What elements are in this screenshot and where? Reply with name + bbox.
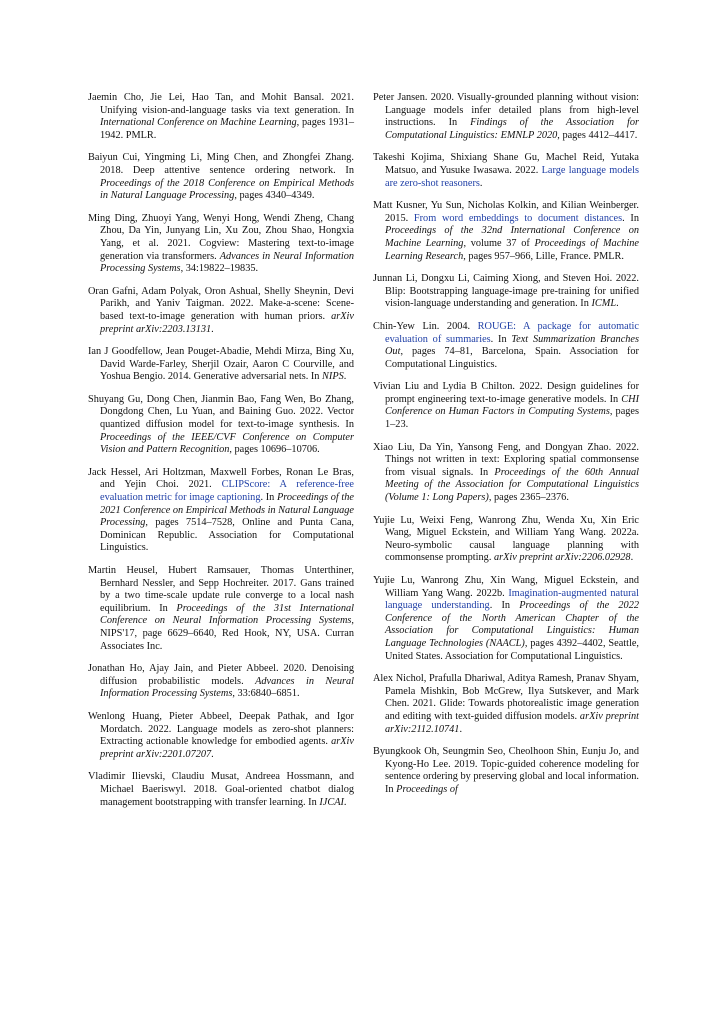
reference-text: , pages 4392–4402, Seattle, United States. Association for Computational Linguistics. (385, 637, 640, 662)
reference-venue: Proceedings of Machine Learning Research (385, 237, 639, 262)
reference-text: . In (622, 212, 640, 224)
reference-entry (88, 711, 354, 761)
reference-text: , pages 10696–10706. (229, 444, 320, 456)
reference-venue: Proceedings of the 2022 Conference of the North American Chapter of the Association for Computational Linguistics: Human Language Technologies (NAACL) (385, 600, 640, 649)
reference-venue: Proceedings of the IEEE/CVF Conference on Computer Vision and Pattern Recognition (100, 431, 354, 456)
reference-title-link[interactable]: CLIPScore: A reference-free evaluation metric for image captioning (100, 479, 354, 504)
reference-venue: CHI Conference on Human Factors in Computing Systems (385, 393, 639, 418)
reference-title-link[interactable]: Large language models are zero-shot reasoners (385, 164, 639, 189)
reference-entry (88, 286, 354, 336)
reference-entry (88, 467, 354, 555)
reference-entry (373, 381, 639, 431)
reference-venue: Proceedings of the 32nd International Conference on Machine Learning (385, 225, 639, 249)
reference-text: , NIPS'17, page 6629–6640, Red Hook, NY, USA. Curran Associates Inc. (100, 615, 354, 652)
reference-text: Byungkook Oh, Seungmin Seo, Cheolhoon Shin, Eunju Jo, and Kyong-Ho Lee. 2019. Topic-guided coherence modeling for sentence ordering by preserving global and local information. In (373, 746, 639, 795)
reference-entry (373, 273, 639, 311)
reference-venue: arXiv preprint arXiv:2203.13131 (100, 310, 354, 335)
reference-text: Peter Jansen. 2020. Visually-grounded planning without vision: Language models infer detailed plans from high-level instructions. In (373, 92, 639, 129)
reference-venue: IJCAI (319, 796, 344, 808)
reference-text: Matt Kusner, Yu Sun, Nicholas Kolkin, and Kilian Weinberger. 2015. (373, 200, 639, 224)
reference-text: , pages 2365–2376. (488, 492, 569, 504)
reference-venue: NIPS (322, 371, 344, 383)
reference-text: Vladimir Ilievski, Claudiu Musat, Andreea Hossmann, and Michael Baeriswyl. 2018. Goal-oriented chatbot dialog management bootstrapping with transfer learning. In (88, 771, 354, 808)
reference-text: , 34:19822–19835. (180, 263, 259, 275)
reference-text: Vivian Liu and Lydia B Chilton. 2022. Design guidelines for prompt engineering text-to-image generative models. In (373, 381, 639, 405)
reference-text: Jonathan Ho, Ajay Jain, and Pieter Abbeel. 2020. Denoising diffusion probabilistic models. (88, 663, 354, 687)
reference-venue: arXiv preprint arXiv:2206.02928 (493, 552, 631, 564)
reference-text: . In (260, 492, 277, 504)
reference-text: , pages 1–23. (385, 406, 639, 431)
reference-entry (88, 663, 354, 701)
reference-entry (373, 321, 639, 371)
reference-text: Ian J Goodfellow, Jean Pouget-Abadie, Mehdi Mirza, Bing Xu, David Warde-Farley, Sherjil Ozair, Aaron C Courville, and Yoshua Bengio. 2014. Generative adversarial nets. In (88, 346, 354, 383)
reference-text: Xiao Liu, Da Yin, Yansong Feng, and Dongyan Zhao. 2022. Things not written in text: Exploring spatial commonsense from visual signals. In (373, 441, 639, 478)
reference-entry (88, 771, 354, 809)
reference-text: . (343, 796, 347, 808)
reference-text: Martin Heusel, Hubert Ramsauer, Thomas Unterthiner, Bernhard Nessler, and Sepp Hochreiter. 2017. Gans trained by a two time-scale update rule converge to a local nash equilibrium. In (88, 565, 354, 614)
reference-title-link[interactable]: From word embeddings to document distances (413, 212, 623, 224)
reference-text: . (630, 552, 634, 564)
reference-entry (88, 394, 354, 457)
reference-text: Wenlong Huang, Pieter Abbeel, Deepak Pathak, and Igor Mordatch. 2022. Language models as zero-shot planners: Extracting actionable knowledge for embodied agents. (88, 710, 354, 748)
reference-text: . (211, 748, 214, 760)
reference-venue: International Conference on Machine Learning (100, 117, 297, 129)
reference-text: Oran Gafni, Adam Polyak, Oron Ashual, Shelly Sheynin, Devi Parikh, and Yaniv Taigman. 2022. Make-a-scene: Scene-based text-to-image generation with human priors. (88, 285, 354, 322)
reference-title-link[interactable]: ROUGE: A package for automatic evaluation of summaries (385, 320, 639, 345)
reference-text: . (343, 371, 347, 383)
reference-text: , pages 74–81, Barcelona, Spain. Association for Computational Linguistics. (385, 346, 639, 370)
reference-entry (373, 746, 639, 796)
reference-text: , pages 4412–4417. (557, 129, 638, 141)
reference-text: , pages 7514–7528, Online and Punta Cana, Dominican Republic. Association for Computational Linguistics. (100, 517, 354, 554)
reference-venue: ICML (591, 298, 617, 310)
reference-text: . (479, 177, 483, 189)
reference-entry (88, 152, 354, 202)
reference-text: , pages 957–966, Lille, France. PMLR. (463, 250, 624, 262)
reference-venue: Findings of the Association for Computational Linguistics: EMNLP 2020 (385, 117, 639, 141)
reference-venue: arXiv preprint arXiv:2112.10741 (385, 710, 639, 735)
reference-text: . In (489, 600, 520, 612)
reference-text: , 33:6840–6851. (232, 688, 300, 700)
reference-venue: Advances in Neural Information Processing Systems (100, 250, 354, 275)
reference-entry (88, 346, 354, 384)
references-left-column (88, 92, 354, 819)
reference-text: Takeshi Kojima, Shixiang Shane Gu, Machel Reid, Yutaka Matsuo, and Yusuke Iwasawa. 2022. (373, 152, 639, 176)
reference-text: , pages 4340–4349. (234, 190, 315, 202)
reference-entry (88, 565, 354, 653)
reference-venue: Proceedings of the 2018 Conference on Empirical Methods in Natural Language Processing (100, 177, 354, 202)
reference-text: . (459, 723, 463, 735)
reference-text: , pages 1931–1942. PMLR. (100, 117, 354, 141)
reference-entry (373, 92, 639, 142)
reference-venue: Proceedings of the 2021 Conference on Empirical Methods in Natural Language Processing (100, 492, 354, 529)
reference-title-link[interactable]: Imagination-augmented natural language understanding (385, 587, 639, 612)
reference-venue: Proceedings of the 31st International Conference on Neural Information Processing Systems (100, 602, 354, 627)
reference-text: Jaemin Cho, Jie Lei, Hao Tan, and Mohit Bansal. 2021. Unifying vision-and-language tasks via text generation. In (88, 92, 354, 116)
reference-venue: Advances in Neural Information Processing Systems (100, 675, 354, 700)
reference-text: . (211, 323, 214, 335)
reference-venue: arXiv preprint arXiv:2201.07207 (100, 736, 354, 760)
reference-text: Yujie Lu, Weixi Feng, Wanrong Zhu, Wenda Xu, Xin Eric Wang, Miguel Eckstein, and William Yang Wang. 2022a. Neuro-symbolic causal language planning with commonsense prompting. (373, 514, 639, 564)
reference-entry (373, 442, 639, 505)
reference-entry (88, 213, 354, 276)
reference-entry (373, 152, 639, 190)
reference-text: Alex Nichol, Prafulla Dhariwal, Aditya Ramesh, Pranav Shyam, Pamela Mishkin, Bob McGrew, Ilya Sutskever, and Mark Chen. 2021. Glide: Towards photorealistic image generation and editing with text-guided diffusion models. (373, 673, 639, 722)
reference-text: Junnan Li, Dongxu Li, Caiming Xiong, and Steven Hoi. 2022. Blip: Bootstrapping language-image pre-training for unified vision-language understanding and generation. In (373, 273, 639, 310)
references-right-column (373, 92, 639, 807)
reference-venue: Proceedings of the 60th Annual Meeting of the Association for Computational Linguistics (Volume 1: Long Papers) (385, 466, 639, 504)
reference-venue: Proceedings of (396, 783, 458, 795)
reference-text: Ming Ding, Zhuoyi Yang, Wenyi Hong, Wendi Zheng, Chang Zhou, Da Yin, Junyang Lin, Xu Zou, Zhou Shao, Hongxia Yang, et al. 2021. Cogview: Mastering text-to-image generation via transformers. (88, 212, 354, 262)
reference-entry (373, 673, 639, 736)
reference-text: Chin-Yew Lin. 2004. (373, 320, 478, 332)
reference-entry (373, 515, 639, 565)
reference-venue: Text Summarization Branches Out (385, 333, 639, 358)
reference-entry (88, 92, 354, 142)
reference-text: Baiyun Cui, Yingming Li, Ming Chen, and Zhongfei Zhang. 2018. Deep attentive sentence ordering network. In (88, 152, 354, 176)
reference-entry (373, 575, 639, 663)
reference-text: . In (490, 333, 512, 345)
reference-text: Shuyang Gu, Dong Chen, Jianmin Bao, Fang Wen, Bo Zhang, Dongdong Chen, Lu Yuan, and Baining Guo. 2022. Vector quantized diffusion model for text-to-image synthesis. In (88, 393, 354, 431)
reference-text: , volume 37 of (463, 237, 535, 249)
reference-text: Yujie Lu, Wanrong Zhu, Xin Wang, Miguel Eckstein, and William Yang Wang. 2022b. (373, 575, 639, 599)
reference-text: . (616, 298, 619, 310)
reference-entry (373, 200, 639, 263)
reference-text: Jack Hessel, Ari Holtzman, Maxwell Forbes, Ronan Le Bras, and Yejin Choi. 2021. (88, 466, 354, 491)
